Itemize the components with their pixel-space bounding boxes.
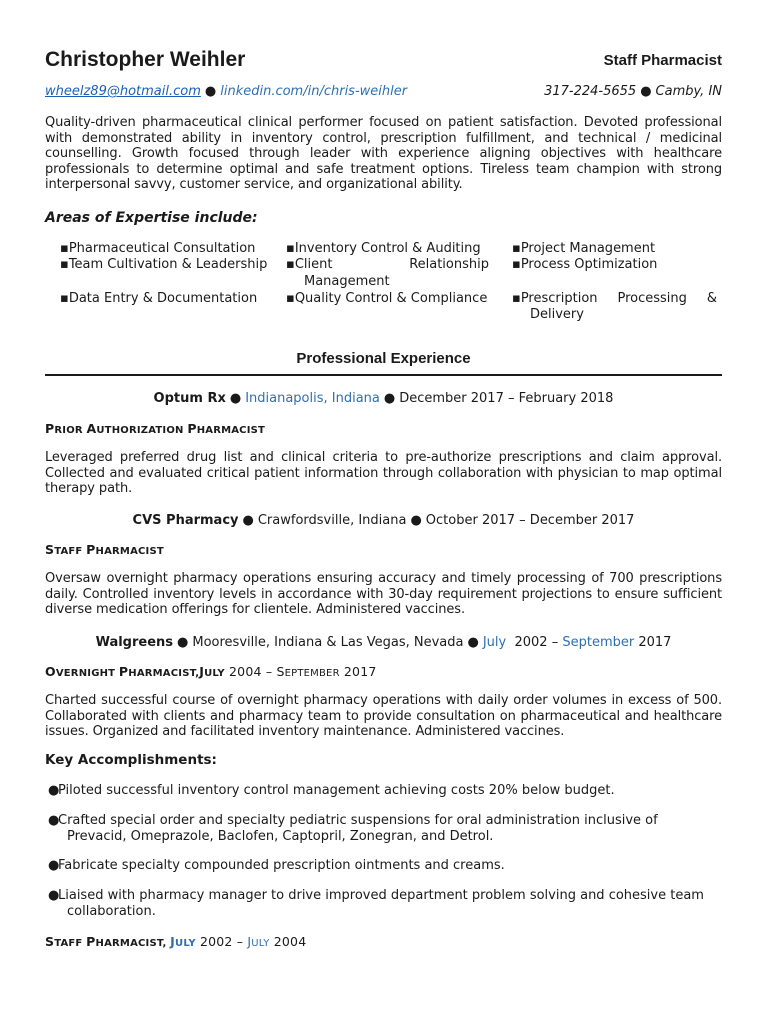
section-divider: [45, 374, 722, 376]
expertise-item: ▪Quality Control & Compliance: [286, 291, 488, 306]
job-header: CVS Pharmacy ● Crawfordsville, Indiana ● October 2017 – December 2017: [132, 513, 635, 528]
areas-heading: Areas of Expertise include:: [45, 210, 258, 226]
accomplishment-item: ●Piloted successful inventory control management achieving costs 20% below budget.: [48, 783, 615, 798]
expertise-item: ▪Project Management: [512, 241, 656, 256]
accomplishment-item: ●Fabricate specialty compounded prescription ointments and creams.: [48, 858, 505, 873]
job-header: Optum Rx ● Indianapolis, Indiana ● December 2017 – February 2018: [153, 391, 614, 406]
separator-dot: ●: [204, 84, 217, 99]
location: Camby, IN: [655, 84, 722, 99]
expertise-item-continued: Management: [304, 274, 390, 289]
company-name: Walgreens: [95, 635, 174, 650]
expertise-item: ▪Inventory Control & Auditing: [286, 241, 481, 256]
expertise-item: ▪Client Relationship: [286, 257, 489, 272]
job-description: Leveraged preferred drug list and clinical criteria to pre-authorize prescriptions and claim approval. Collected and evaluated critical patient information through collaboration with physician to map optimal therapy path.: [45, 450, 722, 496]
expertise-item: ▪Prescription Processing &: [512, 291, 717, 306]
job-location: Mooresville, Indiana & Las Vegas, Nevada: [192, 635, 464, 650]
job-description: Charted successful course of overnight pharmacy operations with daily order volumes in excess of 500. Collaborated with clients and pharmacy team to provide consultation on pharmaceutical and healthcare issues. Organized and facilitated inventory maintenance. Administered vaccines.: [45, 693, 722, 739]
contact-info: [544, 84, 722, 99]
expertise-item-continued: Delivery: [530, 307, 584, 322]
company-name: CVS Pharmacy: [132, 513, 239, 528]
end-month: September: [562, 635, 635, 650]
job-header: Walgreens ● Mooresville, Indiana & Las Vegas, Nevada ● July 2002 – September 2017: [95, 635, 672, 650]
expertise-item: ▪Team Cultivation & Leadership: [60, 257, 268, 272]
expertise-item: ▪Pharmaceutical Consultation: [60, 241, 256, 256]
job-location: Crawfordsville, Indiana: [257, 513, 407, 528]
section-heading: Professional Experience: [296, 350, 471, 367]
expertise-item: ▪Process Optimization: [512, 257, 658, 272]
start-month: July: [482, 635, 507, 650]
candidate-name: Christopher Weihler: [45, 48, 246, 71]
professional-summary: Quality-driven pharmaceutical clinical performer focused on patient satisfaction. Devoted professional with demonstrated ability in inventory control, prescription fulfillment, and technical / medicinal counselling. Growth focused through leader with experience aligning objectives with healthcare professionals to determine optimal and safe treatment options. Tireless team champion with strong interpersonal savvy, customer service, and organizational ability.: [45, 115, 722, 192]
job-location: Indianapolis, Indiana: [245, 391, 380, 406]
target-job-title: Staff Pharmacist: [603, 52, 722, 69]
expertise-item: ▪Data Entry & Documentation: [60, 291, 258, 306]
linkedin-link[interactable]: linkedin.com/in/chris-weihler: [220, 84, 408, 99]
accomplishment-item: ●Crafted special order and specialty pediatric suspensions for oral administration inclusive of Prevacid, Omeprazole, Baclofen, Captopril, Zonegran, and Detrol.: [48, 813, 658, 844]
job-role: OVERNIGHT PHARMACIST,JULY 2004 – SEPTEMBER 2017: [45, 664, 377, 679]
job-description: Oversaw overnight pharmacy operations ensuring accuracy and timely processing of 700 prescriptions daily. Controlled inventory levels in accordance with 30-day requirement projections to ensure sufficient diverse medication offerings for clientele. Administered vaccines.: [45, 571, 722, 617]
company-name: Optum Rx: [153, 391, 226, 406]
accomplishment-item: ●Liaised with pharmacy manager to drive improved department problem solving and cohesive team collaboration.: [48, 888, 704, 919]
email-link[interactable]: wheelz89@hotmail.com: [45, 84, 201, 99]
job-role: PRIOR AUTHORIZATION PHARMACIST: [45, 421, 266, 436]
job-role: STAFF PHARMACIST, JULY 2002 – JULY 2004: [45, 934, 307, 949]
contact-links: [45, 84, 407, 99]
job-role: STAFF PHARMACIST: [45, 542, 164, 557]
phone-number: 317-224-5655: [544, 84, 637, 99]
key-accomplishments-heading: Key Accomplishments:: [45, 752, 217, 768]
separator-dot: ●: [640, 84, 652, 99]
job-dates: December 2017 – February 2018: [399, 391, 614, 406]
job-dates: October 2017 – December 2017: [425, 513, 635, 528]
